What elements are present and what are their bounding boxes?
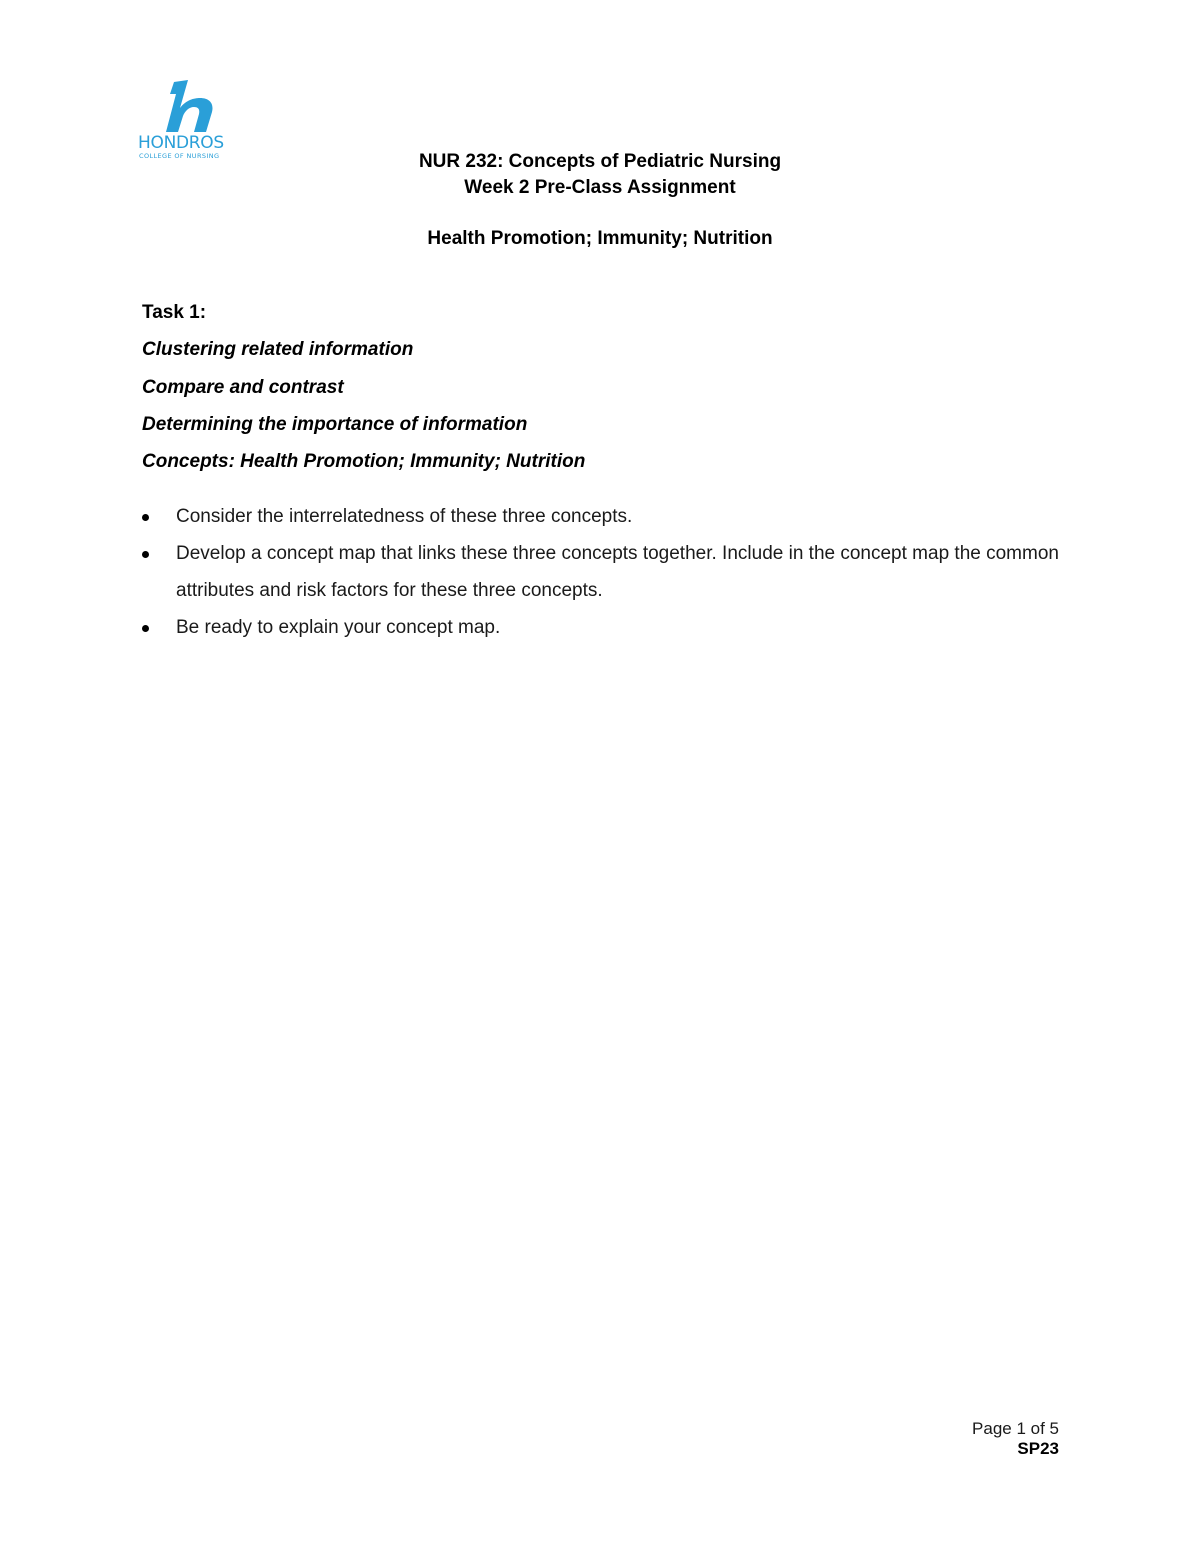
- skill-item: Clustering related information: [142, 339, 414, 360]
- instruction-item: [142, 535, 1062, 609]
- instruction-item: [142, 498, 1062, 535]
- bullet-icon: [142, 551, 149, 558]
- instruction-text: Consider the interrelatedness of these three concepts.: [176, 506, 633, 527]
- term-code: SP23: [1017, 1439, 1059, 1458]
- instruction-text: Develop a concept map that links these three concepts together. Include in the concept map the common attributes and risk factors for these three concepts.: [176, 543, 1059, 601]
- skill-item: Determining the importance of information: [142, 414, 528, 435]
- logo-name: HONDROS: [138, 133, 224, 153]
- bullet-icon: [142, 514, 149, 521]
- instruction-item: [142, 609, 1062, 646]
- skill-item: Concepts: Health Promotion; Immunity; Nutrition: [142, 451, 586, 472]
- bullet-icon: [142, 625, 149, 632]
- course-title: NUR 232: Concepts of Pediatric Nursing: [418, 151, 782, 172]
- topics-heading: Health Promotion; Immunity; Nutrition: [427, 228, 773, 249]
- page-number: Page 1 of 5: [972, 1419, 1059, 1438]
- task-label: Task 1:: [142, 302, 207, 323]
- logo-subtitle: COLLEGE OF NURSING: [139, 152, 220, 160]
- instruction-text: Be ready to explain your concept map.: [176, 617, 501, 638]
- instruction-list: [142, 498, 1062, 646]
- hondros-h-icon: [166, 78, 222, 134]
- skill-item: Compare and contrast: [142, 377, 344, 398]
- assignment-title: Week 2 Pre-Class Assignment: [464, 177, 736, 198]
